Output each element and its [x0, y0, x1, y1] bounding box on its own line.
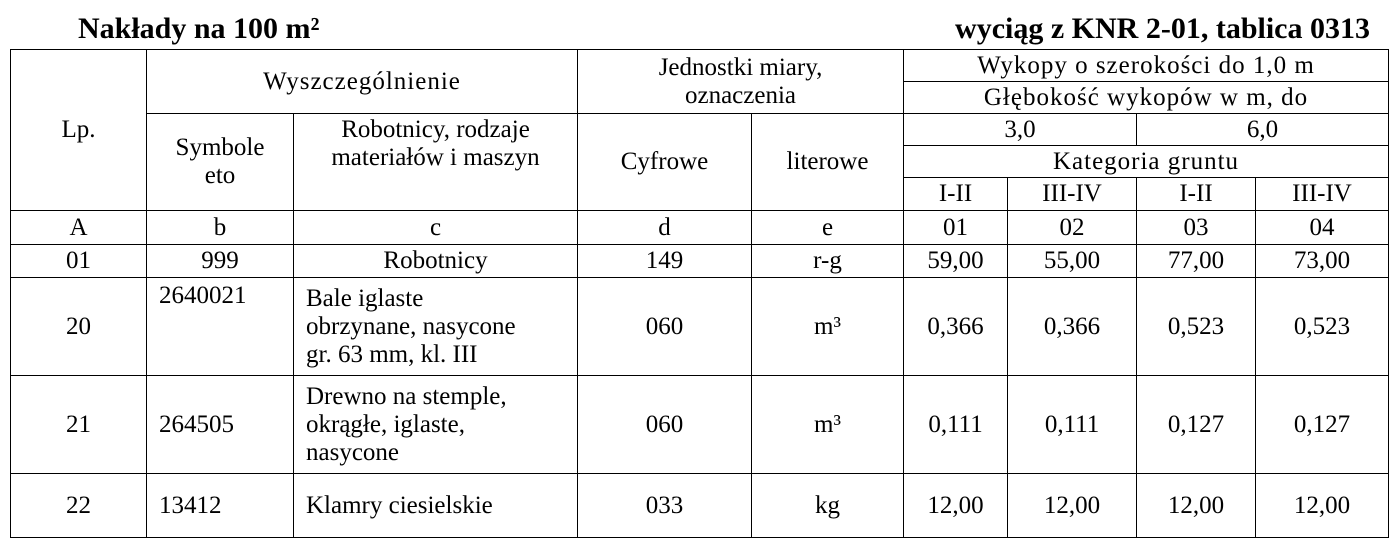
row-value: 0,366 — [1008, 278, 1137, 376]
row-literowe: m³ — [752, 376, 904, 474]
row-value: 0,523 — [1137, 278, 1256, 376]
header-jednostki — [578, 50, 904, 114]
header-row-3 — [11, 114, 1389, 146]
row-name: Robotnicy — [294, 245, 578, 278]
row-value: 0,111 — [1008, 376, 1137, 474]
header-symbole-line1: Symbole — [175, 134, 265, 161]
header-lp: Lp. — [11, 50, 147, 211]
row-cyfrowe: 033 — [578, 474, 752, 538]
row-name — [294, 376, 578, 474]
header-depth-3: 3,0 — [904, 114, 1137, 146]
header-robotnicy-line2: materiałów i maszyn — [331, 144, 540, 171]
row-name-line: Drewno na stemple, — [306, 382, 507, 410]
page-title: Nakłady na 100 m² — [78, 12, 320, 45]
row-name — [294, 278, 578, 376]
row-name-line: nasycone — [306, 438, 400, 466]
header-cat-2: III-IV — [1008, 178, 1137, 211]
row-value: 0,366 — [904, 278, 1008, 376]
row-name: Klamry ciesielskie — [294, 474, 578, 538]
index-cell: e — [752, 211, 904, 245]
index-cell: c — [294, 211, 578, 245]
table-row — [11, 376, 1389, 474]
index-cell: d — [578, 211, 752, 245]
header-row-1 — [11, 50, 1389, 82]
header-symbole — [147, 114, 294, 211]
row-name-line: obrzynane, nasycone — [306, 312, 516, 340]
row-cyfrowe: 149 — [578, 245, 752, 278]
row-value: 59,00 — [904, 245, 1008, 278]
header-jednostki-line1: Jednostki miary, — [658, 53, 823, 81]
row-lp: 21 — [11, 376, 147, 474]
header-cat-3: I-II — [1137, 178, 1256, 211]
header-wyszczegolnienie: Wyszczególnienie — [147, 50, 578, 114]
row-lp: 22 — [11, 474, 147, 538]
row-lp: 01 — [11, 245, 147, 278]
row-name-line: okrągłe, iglaste, — [306, 410, 465, 438]
row-value: 0,523 — [1256, 278, 1389, 376]
row-value: 0,127 — [1137, 376, 1256, 474]
header-literowe: literowe — [752, 114, 904, 211]
row-symbol: 999 — [147, 245, 294, 278]
row-value: 12,00 — [1256, 474, 1389, 538]
row-literowe: m³ — [752, 278, 904, 376]
header-symbole-line2: eto — [204, 162, 236, 189]
row-value: 12,00 — [1137, 474, 1256, 538]
index-cell: 02 — [1008, 211, 1137, 245]
row-symbol: 13412 — [147, 474, 294, 538]
row-literowe: r-g — [752, 245, 904, 278]
header-cat-1: I-II — [904, 178, 1008, 211]
row-value: 0,111 — [904, 376, 1008, 474]
source-reference: wyciąg z KNR 2-01, tablica 0313 — [955, 12, 1370, 45]
row-value: 0,127 — [1256, 376, 1389, 474]
row-name-line: Bale iglaste — [306, 284, 424, 312]
header-kategoria: Kategoria gruntu — [904, 146, 1389, 178]
index-row — [11, 211, 1389, 245]
header-depth-6: 6,0 — [1137, 114, 1389, 146]
header-cyfrowe: Cyfrowe — [578, 114, 752, 211]
header-wykopy: Wykopy o szerokości do 1,0 m — [904, 50, 1389, 82]
row-value: 55,00 — [1008, 245, 1137, 278]
index-cell: 01 — [904, 211, 1008, 245]
row-symbol: 2640021 — [147, 278, 294, 376]
row-lp: 20 — [11, 278, 147, 376]
row-value: 77,00 — [1137, 245, 1256, 278]
index-cell: A — [11, 211, 147, 245]
index-cell: b — [147, 211, 294, 245]
row-cyfrowe: 060 — [578, 278, 752, 376]
header-cat-4: III-IV — [1256, 178, 1389, 211]
index-cell: 03 — [1137, 211, 1256, 245]
row-symbol: 264505 — [147, 376, 294, 474]
index-cell: 04 — [1256, 211, 1389, 245]
row-value: 12,00 — [1008, 474, 1137, 538]
header-robotnicy-line1: Robotnicy, rodzaje — [341, 116, 530, 143]
row-value: 73,00 — [1256, 245, 1389, 278]
row-literowe: kg — [752, 474, 904, 538]
row-name-line: gr. 63 mm, kl. III — [306, 340, 478, 368]
header-jednostki-line2: oznaczenia — [684, 81, 797, 109]
header-robotnicy — [294, 114, 578, 211]
table-row — [11, 245, 1389, 278]
norms-table — [10, 49, 1389, 538]
row-value: 12,00 — [904, 474, 1008, 538]
table-row — [11, 278, 1389, 376]
table-row — [11, 474, 1389, 538]
row-cyfrowe: 060 — [578, 376, 752, 474]
header-glebokosc: Głębokość wykopów w m, do — [904, 82, 1389, 114]
